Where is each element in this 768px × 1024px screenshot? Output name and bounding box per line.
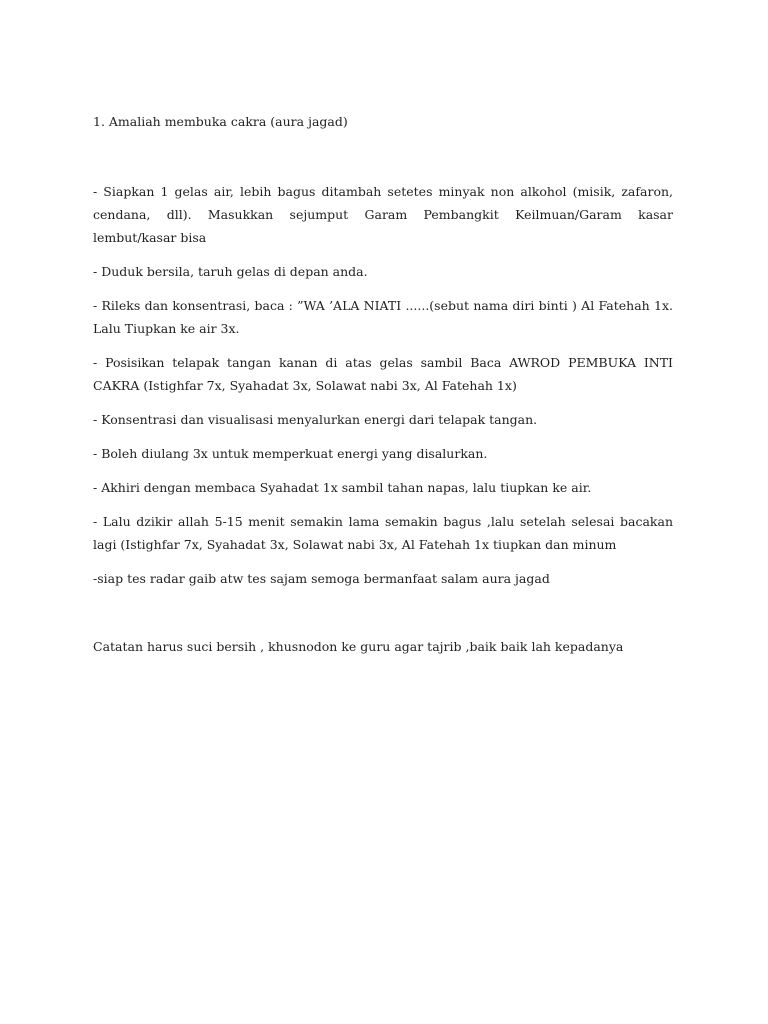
step-paragraph-3: - Rileks dan konsentrasi, baca : ”WA ’ALA NIATI ......(sebut nama diri binti ) Al Fatehah 1x. Lalu Tiupkan ke air 3x. bbox=[93, 298, 673, 336]
spacer bbox=[93, 249, 673, 260]
spacer bbox=[93, 465, 673, 476]
note-paragraph: Catatan harus suci bersih , khusnodon ke guru agar tajrib ,baik baik lah kepadanya bbox=[93, 639, 624, 654]
step-paragraph-5: - Konsentrasi dan visualisasi menyalurkan energi dari telapak tangan. bbox=[93, 412, 538, 427]
spacer bbox=[93, 431, 673, 442]
step-paragraph-2: - Duduk bersila, taruh gelas di depan anda. bbox=[93, 264, 368, 279]
step-paragraph-6: - Boleh diulang 3x untuk memperkuat energi yang disalurkan. bbox=[93, 446, 488, 461]
spacer bbox=[93, 340, 673, 351]
spacer bbox=[93, 283, 673, 294]
spacer bbox=[93, 556, 673, 567]
step-paragraph-8: - Lalu dzikir allah 5-15 menit semakin lama semakin bagus ,lalu setelah selesai bacakan lagi (Istighfar 7x, Syahadat 3x, Solawat nabi 3x, Al Fatehah 1x tiupkan dan minum bbox=[93, 514, 673, 552]
document-body bbox=[93, 110, 673, 658]
step-paragraph-7: - Akhiri dengan membaca Syahadat 1x sambil tahan napas, lalu tiupkan ke air. bbox=[93, 480, 592, 495]
spacer bbox=[93, 133, 673, 180]
step-paragraph-4: - Posisikan telapak tangan kanan di atas gelas sambil Baca AWROD PEMBUKA INTI CAKRA (Istighfar 7x, Syahadat 3x, Solawat nabi 3x, Al Fatehah 1x) bbox=[93, 355, 673, 393]
document-title: 1. Amaliah membuka cakra (aura jagad) bbox=[93, 114, 348, 129]
spacer bbox=[93, 590, 673, 635]
spacer bbox=[93, 499, 673, 510]
step-paragraph-9: -siap tes radar gaib atw tes sajam semoga bermanfaat salam aura jagad bbox=[93, 571, 550, 586]
spacer bbox=[93, 397, 673, 408]
step-paragraph-1: - Siapkan 1 gelas air, lebih bagus ditambah setetes minyak non alkohol (misik, zafaron, cendana, dll). Masukkan sejumput Garam Pembangkit Keilmuan/Garam kasar lembut/kasar bisa bbox=[93, 184, 673, 245]
